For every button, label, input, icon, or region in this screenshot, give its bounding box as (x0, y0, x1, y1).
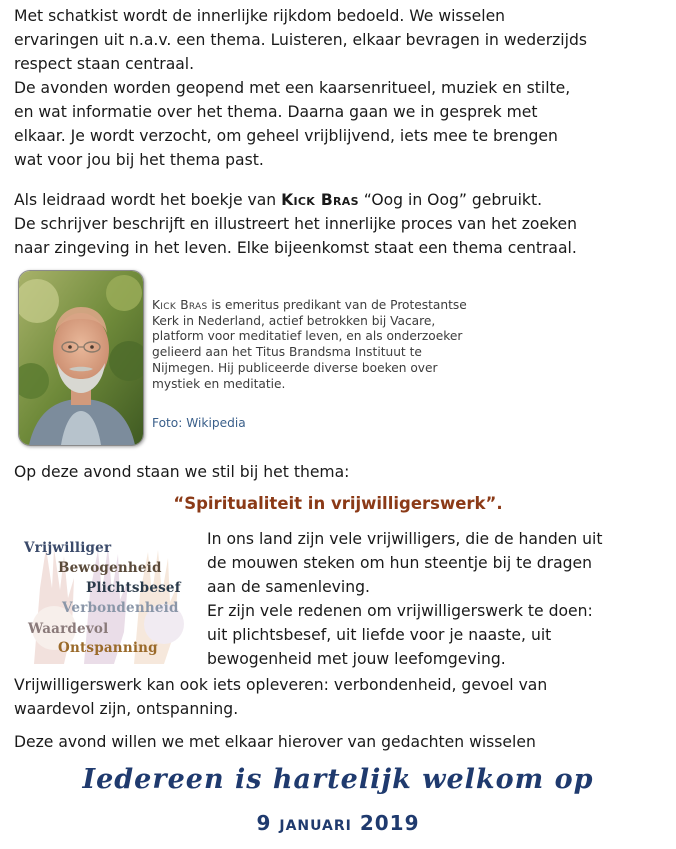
bio-author-name: Kick Bras (152, 298, 208, 312)
portrait-illustration (19, 271, 143, 445)
bio-text: is emeritus predikant van de Protestantse (207, 298, 467, 312)
volunteer-side-paragraph (207, 527, 667, 671)
welcome-heading: Iedereen is hartelijk welkom op (82, 764, 594, 795)
volunteer-line: Er zijn vele redenen om vrijwilligerswerk te doen: (207, 602, 593, 620)
bio-line: platform voor meditatief leven, en als onderzoeker (152, 329, 463, 344)
volunteer-full-paragraph (14, 673, 666, 721)
closing-line: Deze avond willen we met elkaar hierover van gedachten wisselen (14, 733, 536, 751)
wordart-word: Verbondenheid (62, 600, 179, 616)
guide-text: “Oog in Oog” gebruikt. (358, 191, 543, 209)
author-bio (152, 298, 522, 392)
intro-paragraph (14, 4, 666, 172)
guide-line (14, 188, 666, 212)
wordart-word: Vrijwilliger (24, 540, 112, 556)
theme-intro-paragraph (14, 460, 666, 484)
intro-line: ervaringen uit n.a.v. een thema. Luisteren, elkaar bevragen in wederzijds (14, 31, 587, 49)
guide-line: De schrijver beschrijft en illustreert het innerlijke proces van het zoeken (14, 215, 578, 233)
bio-line (152, 298, 522, 314)
guide-paragraph (14, 188, 666, 260)
closing-paragraph (14, 730, 666, 754)
volunteer-line: waardevol zijn, ontspanning. (14, 700, 239, 718)
bio-line: Kerk in Nederland, actief betrokken bij Vacare, (152, 313, 436, 328)
volunteer-wordart-image (14, 528, 200, 664)
wordart-word: Ontspanning (58, 640, 158, 656)
bio-line: gelieerd aan het Titus Brandsma Instituut te (152, 345, 422, 360)
guide-text: Als leidraad wordt het boekje van (14, 191, 282, 209)
theme-intro: Op deze avond staan we stil bij het thema: (14, 463, 350, 481)
wordart-word: Plichtsbesef (86, 580, 181, 596)
photo-caption: Foto: Wikipedia (152, 416, 246, 430)
intro-line: en wat informatie over het thema. Daarna gaan we in gesprek met (14, 103, 538, 121)
volunteer-line: Vrijwilligerswerk kan ook iets opleveren: verbondenheid, gevoel van (14, 676, 548, 694)
wordart-word: Bewogenheid (58, 560, 162, 576)
intro-line: De avonden worden geopend met een kaarsenritueel, muziek en stilte, (14, 79, 571, 97)
volunteer-line: aan de samenleving. (207, 578, 370, 596)
bio-line: mystiek en meditatie. (152, 376, 286, 391)
author-photo (18, 270, 144, 446)
volunteer-line: uit plichtsbesef, uit liefde voor je naaste, uit (207, 626, 552, 644)
intro-line: wat voor jou bij het thema past. (14, 151, 264, 169)
intro-line: respect staan centraal. (14, 55, 195, 73)
volunteer-line: de mouwen steken om hun steentje bij te dragen (207, 554, 593, 572)
intro-line: elkaar. Je wordt verzocht, om geheel vrijblijvend, iets mee te brengen (14, 127, 558, 145)
wordart-word: Waardevol (28, 621, 109, 637)
author-name: Kick Bras (281, 191, 359, 209)
volunteer-line: bewogenheid met jouw leefomgeving. (207, 650, 506, 668)
event-date: 9 januari 2019 (256, 811, 420, 835)
bio-line: Nijmegen. Hij publiceerde diverse boeken over (152, 360, 438, 375)
intro-line: Met schatkist wordt de innerlijke rijkdom bedoeld. We wisselen (14, 7, 506, 25)
theme-title: “Spiritualiteit in vrijwilligerswerk”. (173, 494, 503, 513)
volunteer-line: In ons land zijn vele vrijwilligers, die de handen uit (207, 530, 603, 548)
guide-line: naar zingeving in het leven. Elke bijeenkomst staat een thema centraal. (14, 239, 577, 257)
